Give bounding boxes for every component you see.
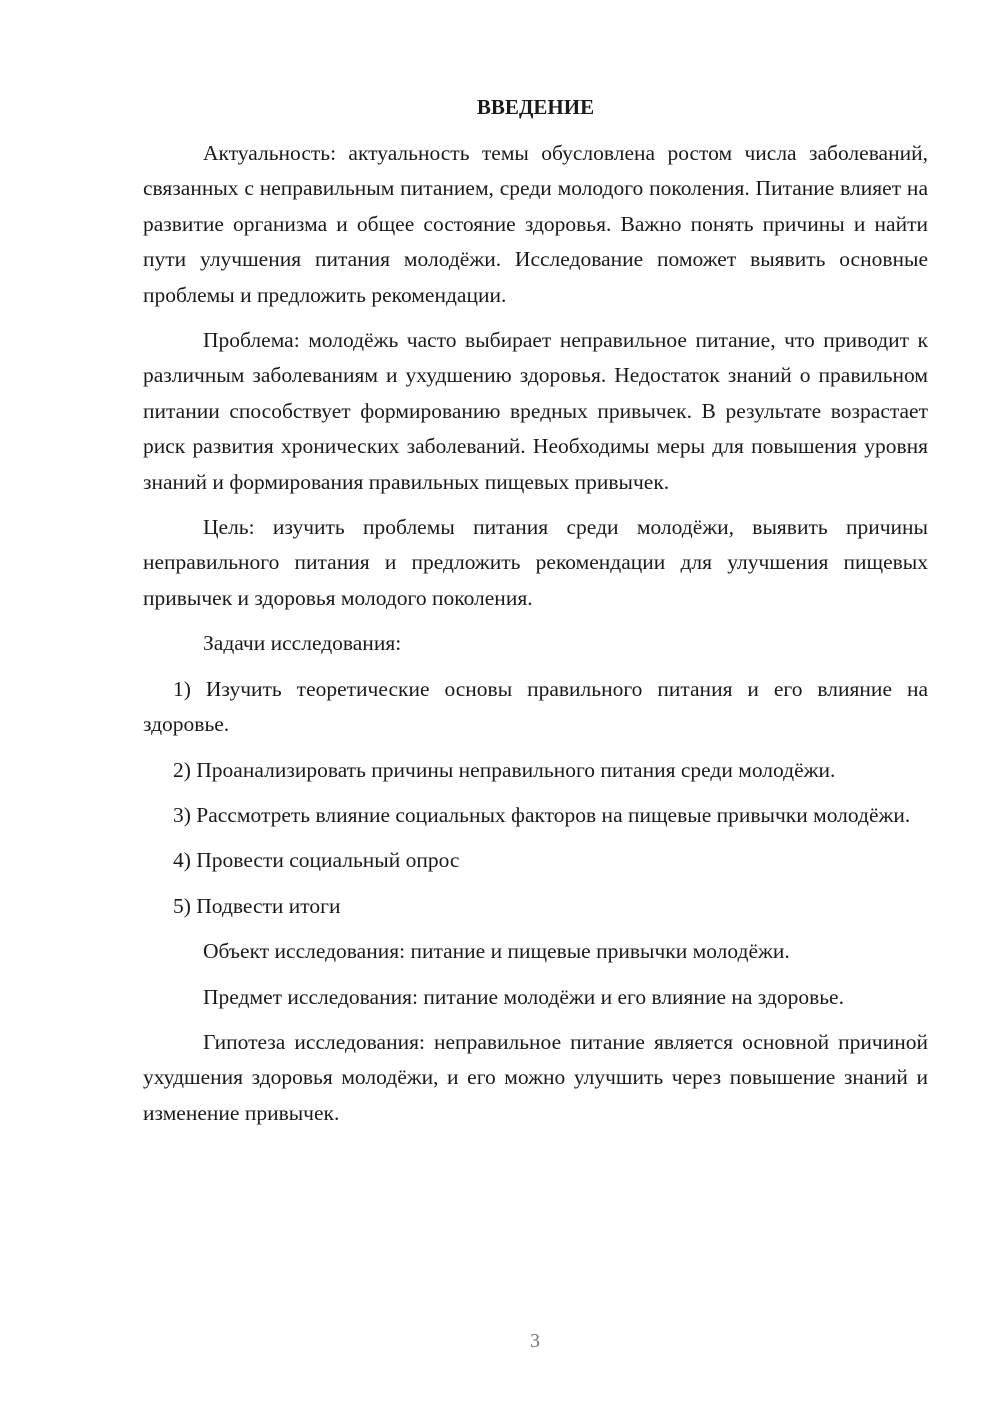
- task-item-1: 1) Изучить теоретические основы правильного питания и его влияние на здоровье.: [143, 676, 928, 737]
- paragraph-problem: Проблема: молодёжь часто выбирает неправильное питание, что приводит к различным заболеваниям и ухудшению здоровья. Недостаток знаний о правильном питании способствует формированию вредных привычек. В результате возрастает риск развития хронических заболеваний. Необходимы меры для повышения уровня знаний и формирования правильных пищевых привычек.: [143, 328, 928, 494]
- paragraph-object: Объект исследования: питание и пищевые привычки молодёжи.: [203, 939, 790, 964]
- page-title: ВВЕДЕНИЕ: [476, 95, 595, 119]
- paragraph-subject: Предмет исследования: питание молодёжи и его влияние на здоровье.: [203, 984, 844, 1009]
- page-number: 3: [530, 1330, 540, 1352]
- task-item-2: 2) Проанализировать причины неправильного питания среди молодёжи.: [173, 757, 836, 782]
- task-item-3: 3) Рассмотреть влияние социальных факторов на пищевые привычки молодёжи.: [173, 802, 911, 827]
- task-item-4: 4) Провести социальный опрос: [173, 848, 460, 873]
- paragraph-hypothesis: Гипотеза исследования: неправильное питание является основной причиной ухудшения здоровья молодёжи, и его можно улучшить через повышение знаний и изменение привычек.: [143, 1029, 928, 1125]
- task-item-5: 5) Подвести итоги: [173, 893, 341, 918]
- tasks-heading: Задачи исследования:: [203, 631, 402, 656]
- paragraph-relevance: Актуальность: актуальность темы обусловлена ростом числа заболеваний, связанных с неправильным питанием, среди молодого поколения. Питание влияет на развитие организма и общее состояние здоровья. Важно понять причины и найти пути улучшения питания молодёжи. Исследование поможет выявить основные проблемы и предложить рекомендации.: [143, 141, 928, 307]
- document-page: [143, 90, 928, 1141]
- paragraph-goal: Цель: изучить проблемы питания среди молодёжи, выявить причины неправильного питания и предложить рекомендации для улучшения пищевых привычек и здоровья молодого поколения.: [143, 515, 928, 610]
